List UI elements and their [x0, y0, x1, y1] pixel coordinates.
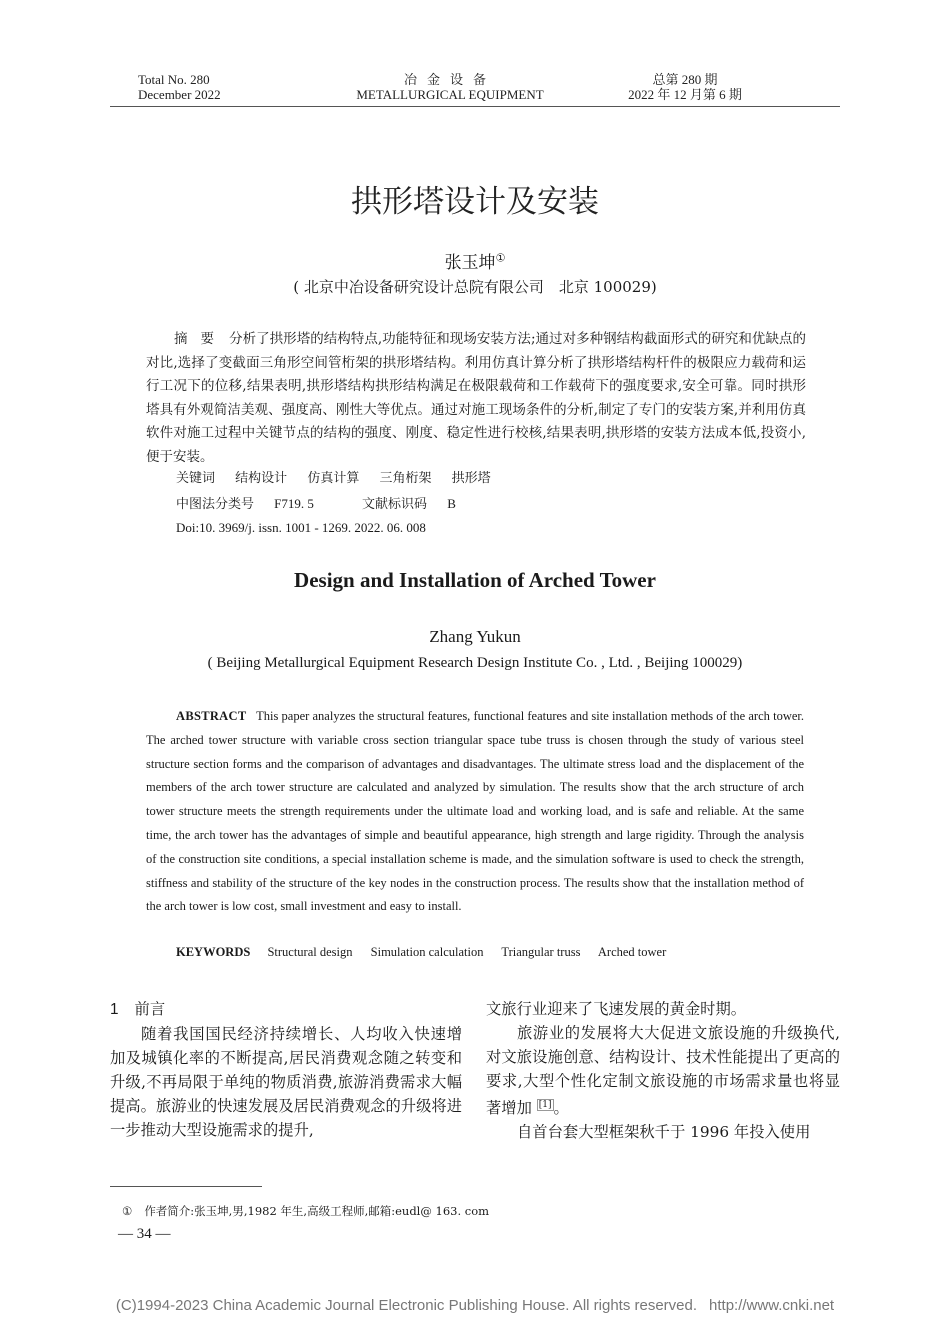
clc-value: F719. 5: [274, 496, 314, 511]
keywords-en: [176, 945, 681, 960]
section-number: 1: [110, 1001, 119, 1018]
section-title: 前言: [134, 1000, 166, 1018]
keyword-cn: 仿真计算: [307, 471, 360, 486]
paper-title-en: Design and Installation of Arched Tower: [294, 568, 656, 592]
keywords-cn: [176, 470, 491, 488]
issue-date-cn: 2022 年 12 月第 6 期: [628, 87, 742, 102]
body-paragraph: 自首台套大型框架秋千于 1996 年投入使用: [517, 1123, 811, 1142]
classification-cn: [176, 495, 456, 514]
keyword-en: Simulation calculation: [370, 945, 484, 959]
page-number: — 34 —: [118, 1226, 171, 1242]
citation-ref[interactable]: [1]: [538, 1100, 552, 1110]
author-cn: [0, 248, 950, 273]
paper-title-cn: 拱形塔设计及安装: [351, 184, 599, 220]
journal-name-en: METALLURGICAL EQUIPMENT: [356, 87, 544, 102]
keyword-cn: 三角桁架: [379, 471, 432, 486]
affiliation-en: ( Beijing Metallurgical Equipment Research Design Institute Co. , Ltd. , Beijing 100029): [207, 655, 743, 671]
doi: Doi:10. 3969/j. issn. 1001 - 1269. 2022. 06. 008: [176, 520, 426, 535]
header-left: [138, 72, 221, 102]
footnote: [122, 1203, 489, 1219]
body-column-right: [486, 997, 840, 1144]
keyword-en: Triangular truss: [501, 945, 581, 959]
keywords-label-en: KEYWORDS: [176, 945, 251, 959]
footnote-text: 作者简介:张玉坤,男,1982 年生,高级工程师,邮箱:eudl@ 163. com: [144, 1204, 490, 1218]
doc-code-label: 文献标识码: [362, 497, 428, 512]
keyword-cn: 拱形塔: [451, 471, 491, 486]
author-en: Zhang Yukun: [429, 627, 521, 646]
body-paragraph: [486, 1021, 840, 1120]
header-rule: [110, 106, 840, 107]
clc-label: 中图法分类号: [176, 497, 255, 512]
keyword-cn: 结构设计: [235, 471, 288, 486]
keywords-label-cn: 关键词: [176, 471, 216, 486]
keyword-en: Arched tower: [597, 945, 667, 959]
section-heading: [110, 997, 462, 1022]
footnote-rule: [110, 1186, 262, 1187]
author-note-mark: ①: [495, 251, 506, 265]
author-name-cn: 张玉坤: [444, 253, 496, 273]
journal-name-cn: 冶金设备: [403, 72, 496, 87]
header-journal: [300, 72, 600, 102]
issue-date: December 2022: [138, 87, 221, 102]
footnote-mark: ①: [122, 1204, 133, 1218]
issue-total: Total No. 280: [138, 72, 210, 87]
paragraph-end: 。: [553, 1099, 569, 1118]
keyword-en: Structural design: [267, 945, 353, 959]
abstract-en: [146, 705, 804, 919]
header-right: [600, 72, 770, 102]
copyright-text: (C)1994-2023 China Academic Journal Electronic Publishing House. All rights reserved.: [115, 1297, 698, 1314]
copyright-line: [0, 1297, 950, 1314]
abstract-label-cn: 摘要: [174, 331, 228, 347]
abstract-label-en: ABSTRACT: [176, 709, 247, 723]
abstract-text-cn: 分析了拱形塔的结构特点,功能特征和现场安装方法;通过对多种钢结构截面形式的研究和优缺点的对比,选择了变截面三角形空间管桁架的拱形塔结构。利用仿真计算分析了拱形塔结构杆件的极限应力载荷和运行工况下的位移,结果表明,拱形塔结构拱形结构满足在极限载荷和工作载荷下的强度要求,安全可靠。同时拱形塔具有外观简洁美观、强度高、刚性大等优点。通过对施工现场条件的分析,制定了专门的安装方案,并利用仿真软件对施工过程中关键节点的结构的强度、刚度、稳定性进行校核,结果表明,拱形塔的安装方法成本低,投资小,便于安装。: [146, 331, 807, 465]
abstract-text-en: This paper analyzes the structural features, functional features and site installation methods of the arch tower. The arched tower structure with variable cross section triangular space tube truss is chosen through the study of various steel structure section forms and the comparison of advantages and disadvantages. The ultimate stress load and the displacement of the members of the arch tower structure are calculated and analyzed by simulation. The results show that the arch structure of arch tower structure meets the strength requirements under the ultimate load and working load, and is safe and reliable. At the same time, the arch tower has the advantages of simple and beautiful appearance, high strength and large rigidity. Through the analysis of the construction site conditions, a special installation scheme is made, and the simulation software is used to check the strength, stiffness and stability of the structure of the key nodes in the construction process. The results show that the installation method of the arch tower is low cost, small investment and easy to install.: [146, 709, 804, 914]
body-paragraph: 文旅行业迎来了飞速发展的黄金时期。: [486, 1000, 747, 1018]
body-column-left: [110, 997, 462, 1142]
doc-code-value: B: [447, 496, 456, 511]
body-paragraph: 随着我国国民经济持续增长、人均收入快速增加及城镇化率的不断提高,居民消费观念随之转变和升级,不再局限于单纯的物质消费,旅游消费需求大幅提高。旅游业的快速发展及居民消费观念的升级将进一步推动大型设施需求的提升,: [110, 1025, 462, 1139]
affiliation-cn: ( 北京中冶设备研究设计总院有限公司 北京 100029): [293, 278, 657, 296]
issue-total-cn: 总第 280 期: [652, 72, 718, 87]
paragraph-text: 旅游业的发展将大大促进文旅设施的升级换代,对文旅设施创意、结构设计、技术性能提出了更高的要求,大型个性化定制文旅设施的市场需求量也将显著增加: [486, 1024, 840, 1118]
abstract-cn: [146, 328, 806, 469]
copyright-url[interactable]: http://www.cnki.net: [709, 1297, 835, 1314]
